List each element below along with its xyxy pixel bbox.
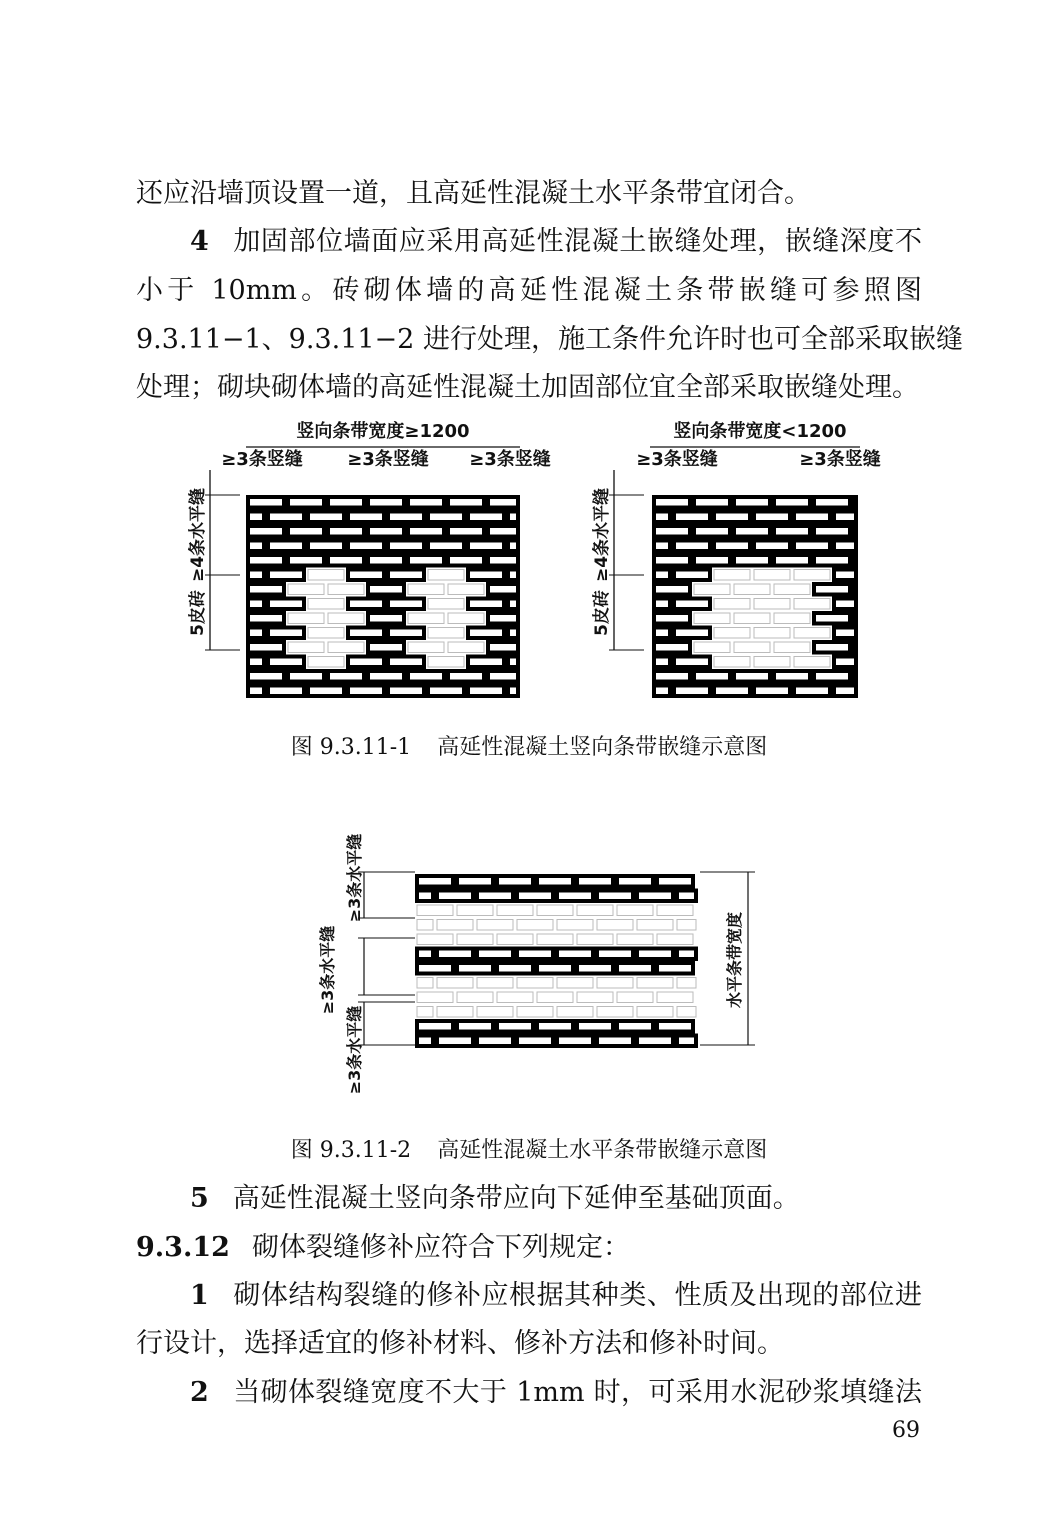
item-number: 4 bbox=[190, 226, 209, 257]
item-4-line-3: 9.3.11−1、9.3.11−2 进行处理，施工条件允许时也可全部采取嵌缝 bbox=[136, 324, 963, 355]
item-2-line-1: 2 当砌体裂缝宽度不大于 1mm 时，可采用水泥砂浆填缝法 bbox=[190, 1377, 922, 1408]
clause-9-3-12: 9.3.12 砌体裂缝修补应符合下列规定： bbox=[136, 1232, 630, 1263]
right-side-label-h: ≥4条水平缝 bbox=[592, 487, 612, 583]
right-wall-diagram bbox=[649, 492, 861, 701]
h-label-right: 水平条带宽度 bbox=[725, 911, 744, 1009]
item-4-line-2: 小于 10mm。砖砌体墙的高延性混凝土条带嵌缝可参照图 bbox=[136, 275, 922, 306]
right-label-1: ≥3条竖缝 bbox=[636, 449, 718, 470]
left-label-2: ≥3条竖缝 bbox=[347, 449, 429, 470]
item-number: 2 bbox=[190, 1377, 209, 1408]
item-1-line-1: 1 砌体结构裂缝的修补应根据其种类、性质及出现的部位进 bbox=[190, 1280, 922, 1311]
clause-number: 9.3.12 bbox=[136, 1232, 230, 1263]
h-label-2: ≥3条水平缝 bbox=[318, 925, 337, 1015]
item-number: 5 bbox=[190, 1183, 209, 1214]
horizontal-wall-diagram bbox=[412, 871, 701, 1051]
paragraph-continuation: 还应沿墙顶设置一道，且高延性混凝土水平条带宜闭合。 bbox=[136, 178, 811, 209]
right-label-2: ≥3条竖缝 bbox=[799, 449, 881, 470]
item-4-line-4: 处理；砌块砌体墙的高延性混凝土加固部位宜全部采取嵌缝处理。 bbox=[136, 372, 919, 403]
figure-1-caption: 图 9.3.11-1 高延性混凝土竖向条带嵌缝示意图 bbox=[290, 735, 768, 760]
left-label-3: ≥3条竖缝 bbox=[469, 449, 551, 470]
h-label-3: ≥3条水平缝 bbox=[345, 1005, 364, 1095]
item-number: 1 bbox=[190, 1280, 209, 1311]
figure-2-caption: 图 9.3.11-2 高延性混凝土水平条带嵌缝示意图 bbox=[290, 1138, 768, 1163]
right-side-label-b: 5皮砖 bbox=[592, 590, 612, 636]
figure-horizontal-strip bbox=[0, 810, 1058, 1110]
left-top-label: 竖向条带宽度≥1200 bbox=[296, 421, 470, 442]
h-label-1: ≥3条水平缝 bbox=[345, 833, 364, 923]
page-number: 69 bbox=[892, 1418, 920, 1443]
left-side-label-b: 5皮砖 bbox=[188, 590, 208, 636]
figure-vertical-strip bbox=[0, 410, 1058, 720]
left-label-1: ≥3条竖缝 bbox=[221, 449, 303, 470]
item-1-line-2: 行设计，选择适宜的修补材料、修补方法和修补时间。 bbox=[136, 1328, 784, 1359]
left-wall-diagram bbox=[243, 492, 523, 701]
item-4-line-1: 4 加固部位墙面应采用高延性混凝土嵌缝处理，嵌缝深度不 bbox=[190, 226, 922, 257]
item-5: 5 高延性混凝土竖向条带应向下延伸至基础顶面。 bbox=[190, 1183, 800, 1214]
left-side-label-h: ≥4条水平缝 bbox=[188, 487, 208, 583]
right-top-label: 竖向条带宽度<1200 bbox=[673, 421, 847, 442]
